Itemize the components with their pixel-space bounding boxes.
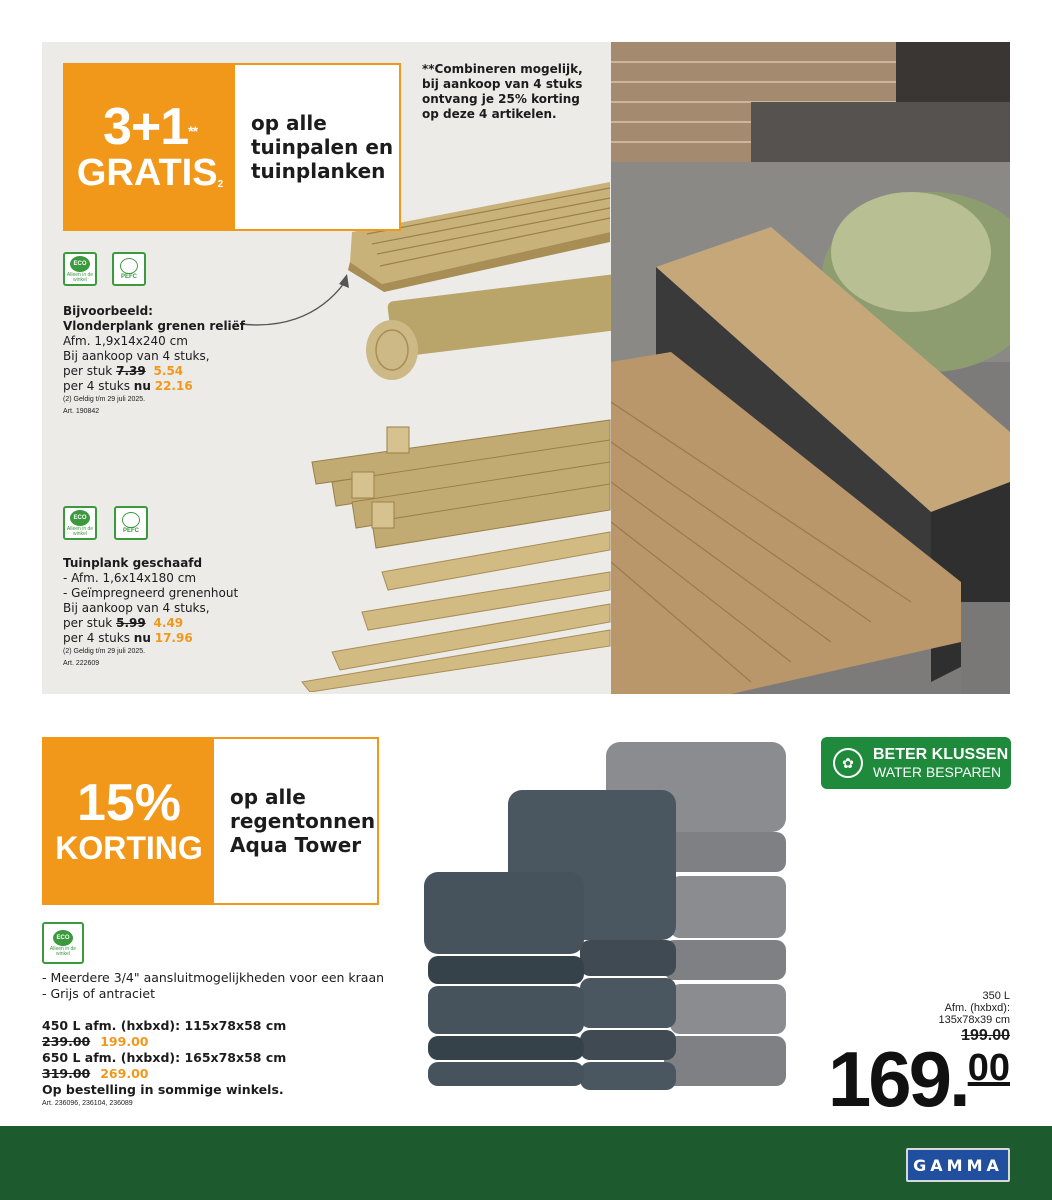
promo-headline-sup: ** <box>188 123 198 139</box>
badge-line2: WATER BESPAREN <box>873 764 1002 780</box>
promo-headline: 15% <box>76 774 182 832</box>
per-piece-label: per stuk <box>63 364 113 378</box>
barrel-anthracite-450l <box>424 872 584 1086</box>
old-price: 7.39 <box>116 364 146 378</box>
promo-subline: GRATIS <box>76 152 218 194</box>
leaf-icon: ✿ <box>833 748 863 778</box>
product-condition: Bij aankoop van 4 stuks, <box>63 601 210 615</box>
badge-line1: BETER KLUSSEN <box>873 746 1009 763</box>
product-material: - Geïmpregneerd grenenhout <box>63 586 239 600</box>
dims-label: Afm. (hxbxd): <box>944 1002 1010 1014</box>
order-note: Op bestelling in sommige winkels. <box>42 1082 284 1097</box>
new-price: 5.54 <box>153 364 184 378</box>
eco-caption: Alleen in de winkel <box>66 271 94 283</box>
eco-leaf-icon: ECO <box>70 510 90 526</box>
combine-note <box>422 62 607 122</box>
promo-text-line: op alle <box>251 111 327 135</box>
product-per-4 <box>63 379 263 394</box>
product-per-piece <box>63 364 263 379</box>
capacity: 350 L <box>982 990 1010 1002</box>
promo-subline: KORTING <box>55 830 203 866</box>
note-line: bij aankoop van 4 stuks <box>422 77 583 91</box>
beter-klussen-badge <box>821 737 1011 789</box>
product-dims: Afm. 1,9x14x240 cm <box>63 334 188 348</box>
price-cents: 00 <box>967 1047 1010 1089</box>
validity-note: (2) Geldig t/m 29 juli 2025. <box>63 648 146 655</box>
product-per-piece <box>63 616 263 631</box>
promo-text-line: Aqua Tower <box>230 833 362 857</box>
per4-nu: nu <box>133 631 151 645</box>
feature-line: - Meerdere 3/4" aansluitmogelijkheden voor een kraan <box>42 970 385 985</box>
pefc-tree-icon <box>120 258 138 274</box>
promo-text-line: op alle <box>230 785 306 809</box>
new-price: 199.00 <box>100 1034 149 1049</box>
variant-650-label: 650 L afm. (hxbxd): 165x78x58 cm <box>42 1050 287 1065</box>
product-name: Vlonderplank grenen reliëf <box>63 319 246 333</box>
per4-price: 22.16 <box>154 379 193 393</box>
per4-nu: nu <box>133 379 151 393</box>
new-price: 4.49 <box>153 616 184 630</box>
new-price: 269.00 <box>100 1066 149 1081</box>
eco-store-only-badge <box>63 252 97 286</box>
old-price: 199.00 <box>961 1027 1010 1044</box>
promo-text-line: tuinplanken <box>251 159 386 183</box>
promo-15-badge <box>44 739 214 903</box>
eco-leaf-icon: ECO <box>70 256 90 272</box>
article-numbers: Art. 236096, 236104, 236089 <box>42 1100 133 1107</box>
note-line: ontvang je 25% korting <box>422 92 580 106</box>
article-number: Art. 190842 <box>63 408 100 415</box>
variant-650-price <box>42 1066 442 1082</box>
pefc-badge <box>112 252 146 286</box>
eco-caption: Alleen in de winkel <box>49 945 77 957</box>
tuinhout-panel <box>42 42 1010 694</box>
promo-text-line: regentonnen <box>230 809 376 833</box>
product-vlonderplank <box>63 304 263 418</box>
wood-products-illustration <box>292 172 612 692</box>
note-line: **Combineren mogelijk, <box>422 62 583 76</box>
product-aqua-tower <box>42 970 442 1110</box>
feature-line: - Grijs of antraciet <box>42 986 155 1001</box>
variant-450-label: 450 L afm. (hxbxd): 115x78x58 cm <box>42 1018 287 1033</box>
variant-450-price <box>42 1034 442 1050</box>
rain-barrels-illustration <box>420 740 790 1090</box>
note-line: op deze 4 artikelen. <box>422 107 557 121</box>
pefc-badge <box>114 506 148 540</box>
pefc-caption: PEFC <box>120 274 137 280</box>
product-name: Tuinplank geschaafd <box>63 556 203 570</box>
promo-3plus1-badge <box>65 65 235 229</box>
product-per-4 <box>63 631 263 646</box>
product-dims: - Afm. 1,6x14x180 cm <box>63 571 197 585</box>
eco-store-only-badge <box>42 922 84 964</box>
product-intro: Bijvoorbeeld: <box>63 304 153 318</box>
promo-3plus1-box <box>63 63 401 231</box>
old-price: 5.99 <box>116 616 146 630</box>
pefc-caption: PEFC <box>122 528 139 534</box>
per4-label: per 4 stuks <box>63 379 130 393</box>
validity-note: (2) Geldig t/m 29 juli 2025. <box>63 396 146 403</box>
eco-leaf-icon: ECO <box>53 930 73 946</box>
promo-subline-sup: 2 <box>217 179 224 190</box>
promo-headline: 3+1 <box>102 98 189 156</box>
per4-label: per 4 stuks <box>63 631 130 645</box>
promo-3plus1-text <box>235 65 393 229</box>
pefc-tree-icon <box>122 512 140 528</box>
article-number: Art. 222609 <box>63 660 100 667</box>
old-price: 319.00 <box>42 1066 91 1081</box>
footer-bar <box>0 1126 1052 1200</box>
gamma-logo[interactable]: GAMMA <box>906 1148 1010 1182</box>
promo-15-text <box>214 739 375 903</box>
product-tuinplank <box>63 556 263 670</box>
price-whole: 169. <box>827 1035 968 1123</box>
product-condition: Bij aankoop van 4 stuks, <box>63 349 210 363</box>
promo-15-korting-box <box>42 737 379 905</box>
per4-price: 17.96 <box>154 631 193 645</box>
eco-store-only-badge <box>63 506 97 540</box>
per-piece-label: per stuk <box>63 616 113 630</box>
dims: 135x78x39 cm <box>938 1014 1010 1026</box>
old-price: 239.00 <box>42 1034 91 1049</box>
promo-text-line: tuinpalen en <box>251 135 394 159</box>
main-price <box>828 1036 1010 1122</box>
garden-step-photo <box>611 42 1010 694</box>
eco-caption: Alleen in de winkel <box>66 525 94 537</box>
